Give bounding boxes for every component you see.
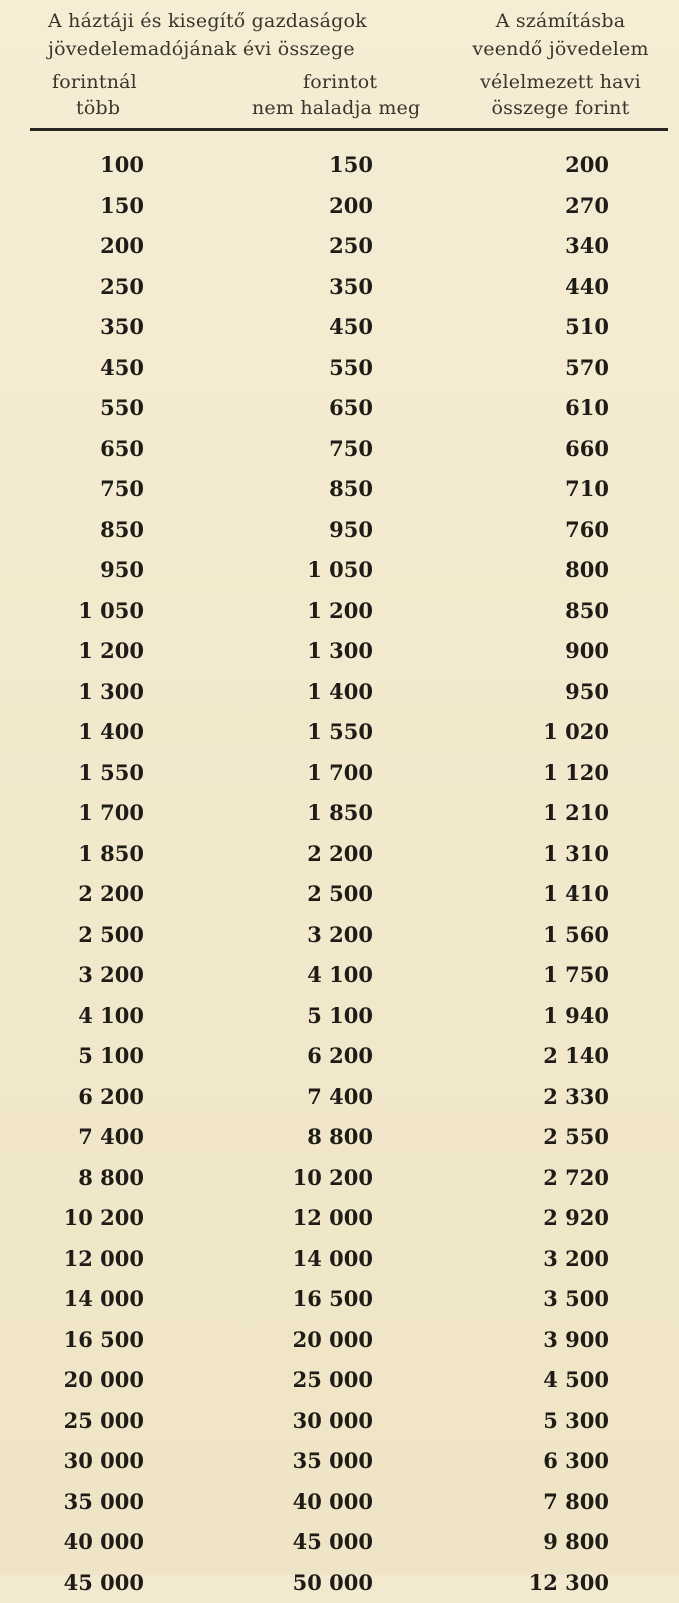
- cell-more-than: 550: [100, 388, 144, 429]
- cell-presumed-monthly-income: 200: [565, 145, 609, 186]
- header-col3-line-3: vélelmezett havi: [458, 70, 663, 94]
- cell-not-exceeding: 20 000: [293, 1320, 373, 1361]
- cell-more-than: 200: [100, 226, 144, 267]
- table-row: [0, 1401, 679, 1442]
- cell-presumed-monthly-income: 900: [565, 631, 609, 672]
- cell-more-than: 35 000: [64, 1482, 144, 1523]
- table-row: [0, 186, 679, 227]
- cell-presumed-monthly-income: 710: [565, 469, 609, 510]
- cell-more-than: 100: [100, 145, 144, 186]
- table-row: [0, 874, 679, 915]
- cell-not-exceeding: 2 200: [307, 834, 373, 875]
- cell-presumed-monthly-income: 3 500: [543, 1279, 609, 1320]
- cell-more-than: 12 000: [64, 1239, 144, 1280]
- cell-more-than: 16 500: [64, 1320, 144, 1361]
- cell-not-exceeding: 14 000: [293, 1239, 373, 1280]
- cell-not-exceeding: 6 200: [307, 1036, 373, 1077]
- cell-presumed-monthly-income: 2 550: [543, 1117, 609, 1158]
- cell-more-than: 20 000: [64, 1360, 144, 1401]
- cell-not-exceeding: 40 000: [293, 1482, 373, 1523]
- table-row: [0, 631, 679, 672]
- table-row: [0, 1117, 679, 1158]
- table-row: [0, 996, 679, 1037]
- cell-more-than: 7 400: [78, 1117, 144, 1158]
- cell-more-than: 25 000: [64, 1401, 144, 1442]
- cell-presumed-monthly-income: 1 020: [543, 712, 609, 753]
- cell-presumed-monthly-income: 440: [565, 267, 609, 308]
- cell-more-than: 5 100: [78, 1036, 144, 1077]
- cell-presumed-monthly-income: 5 300: [543, 1401, 609, 1442]
- cell-not-exceeding: 200: [329, 186, 373, 227]
- cell-more-than: 1 700: [78, 793, 144, 834]
- cell-more-than: 2 500: [78, 915, 144, 956]
- cell-presumed-monthly-income: 6 300: [543, 1441, 609, 1482]
- cell-not-exceeding: 30 000: [293, 1401, 373, 1442]
- table-row: [0, 550, 679, 591]
- cell-presumed-monthly-income: 760: [565, 510, 609, 551]
- cell-presumed-monthly-income: 340: [565, 226, 609, 267]
- table-row: [0, 1320, 679, 1361]
- cell-more-than: 950: [100, 550, 144, 591]
- cell-presumed-monthly-income: 2 920: [543, 1198, 609, 1239]
- cell-not-exceeding: 850: [329, 469, 373, 510]
- cell-presumed-monthly-income: 2 720: [543, 1158, 609, 1199]
- table-row: [0, 145, 679, 186]
- cell-more-than: 6 200: [78, 1077, 144, 1118]
- cell-not-exceeding: 45 000: [293, 1522, 373, 1563]
- cell-presumed-monthly-income: 1 750: [543, 955, 609, 996]
- table-row: [0, 1077, 679, 1118]
- table-row: [0, 388, 679, 429]
- header-col3-line-2: veendő jövedelem: [458, 37, 663, 61]
- cell-not-exceeding: 50 000: [293, 1563, 373, 1603]
- table-row: [0, 1360, 679, 1401]
- cell-presumed-monthly-income: 2 140: [543, 1036, 609, 1077]
- table-row: [0, 1482, 679, 1523]
- cell-more-than: 250: [100, 267, 144, 308]
- table-row: [0, 1563, 679, 1603]
- cell-presumed-monthly-income: 4 500: [543, 1360, 609, 1401]
- header-col2-line-1: forintot: [303, 70, 377, 94]
- cell-more-than: 750: [100, 469, 144, 510]
- cell-more-than: 10 200: [64, 1198, 144, 1239]
- cell-more-than: 3 200: [78, 955, 144, 996]
- cell-more-than: 150: [100, 186, 144, 227]
- cell-not-exceeding: 5 100: [307, 996, 373, 1037]
- cell-more-than: 40 000: [64, 1522, 144, 1563]
- cell-presumed-monthly-income: 9 800: [543, 1522, 609, 1563]
- header-col3-line-1: A számításba: [458, 9, 663, 33]
- cell-not-exceeding: 25 000: [293, 1360, 373, 1401]
- cell-not-exceeding: 1 700: [307, 753, 373, 794]
- cell-presumed-monthly-income: 610: [565, 388, 609, 429]
- table-row: [0, 672, 679, 713]
- cell-more-than: 850: [100, 510, 144, 551]
- cell-more-than: 45 000: [64, 1563, 144, 1603]
- cell-presumed-monthly-income: 660: [565, 429, 609, 470]
- cell-more-than: 1 400: [78, 712, 144, 753]
- cell-not-exceeding: 2 500: [307, 874, 373, 915]
- table-row: [0, 1522, 679, 1563]
- cell-not-exceeding: 750: [329, 429, 373, 470]
- cell-presumed-monthly-income: 850: [565, 591, 609, 632]
- cell-presumed-monthly-income: 1 560: [543, 915, 609, 956]
- cell-presumed-monthly-income: 7 800: [543, 1482, 609, 1523]
- cell-more-than: 1 200: [78, 631, 144, 672]
- table-body: [0, 145, 679, 1565]
- cell-presumed-monthly-income: 1 940: [543, 996, 609, 1037]
- table-row: [0, 510, 679, 551]
- header-span-line-2: jövedelemadójának évi összege: [48, 37, 355, 61]
- cell-more-than: 30 000: [64, 1441, 144, 1482]
- table-row: [0, 1279, 679, 1320]
- cell-not-exceeding: 950: [329, 510, 373, 551]
- cell-not-exceeding: 1 550: [307, 712, 373, 753]
- cell-more-than: 8 800: [78, 1158, 144, 1199]
- cell-more-than: 1 050: [78, 591, 144, 632]
- header-col3-line-4: összege forint: [458, 96, 663, 120]
- cell-more-than: 1 850: [78, 834, 144, 875]
- cell-not-exceeding: 3 200: [307, 915, 373, 956]
- cell-not-exceeding: 1 200: [307, 591, 373, 632]
- table-row: [0, 226, 679, 267]
- cell-not-exceeding: 10 200: [293, 1158, 373, 1199]
- cell-presumed-monthly-income: 1 120: [543, 753, 609, 794]
- header-span-line-1: A háztáji és kisegítő gazdaságok: [48, 9, 367, 33]
- cell-presumed-monthly-income: 1 410: [543, 874, 609, 915]
- cell-presumed-monthly-income: 570: [565, 348, 609, 389]
- table-row: [0, 591, 679, 632]
- cell-more-than: 650: [100, 429, 144, 470]
- table-row: [0, 469, 679, 510]
- cell-presumed-monthly-income: 3 200: [543, 1239, 609, 1280]
- cell-not-exceeding: 1 400: [307, 672, 373, 713]
- cell-presumed-monthly-income: 950: [565, 672, 609, 713]
- cell-not-exceeding: 7 400: [307, 1077, 373, 1118]
- cell-not-exceeding: 12 000: [293, 1198, 373, 1239]
- cell-presumed-monthly-income: 1 210: [543, 793, 609, 834]
- table-row: [0, 348, 679, 389]
- cell-not-exceeding: 150: [329, 145, 373, 186]
- cell-more-than: 14 000: [64, 1279, 144, 1320]
- cell-more-than: 4 100: [78, 996, 144, 1037]
- table-row: [0, 1036, 679, 1077]
- cell-not-exceeding: 650: [329, 388, 373, 429]
- table-row: [0, 307, 679, 348]
- header-rule: [30, 128, 668, 131]
- table-row: [0, 267, 679, 308]
- table-row: [0, 429, 679, 470]
- cell-not-exceeding: 450: [329, 307, 373, 348]
- cell-presumed-monthly-income: 3 900: [543, 1320, 609, 1361]
- cell-not-exceeding: 250: [329, 226, 373, 267]
- table-row: [0, 1239, 679, 1280]
- table-row: [0, 834, 679, 875]
- cell-not-exceeding: 8 800: [307, 1117, 373, 1158]
- table-row: [0, 915, 679, 956]
- cell-presumed-monthly-income: 2 330: [543, 1077, 609, 1118]
- cell-not-exceeding: 16 500: [293, 1279, 373, 1320]
- table-row: [0, 793, 679, 834]
- table-row: [0, 1441, 679, 1482]
- cell-not-exceeding: 350: [329, 267, 373, 308]
- cell-more-than: 2 200: [78, 874, 144, 915]
- table-row: [0, 1198, 679, 1239]
- header-col2-line-2: nem haladja meg: [252, 96, 420, 120]
- cell-not-exceeding: 4 100: [307, 955, 373, 996]
- cell-not-exceeding: 1 050: [307, 550, 373, 591]
- table-row: [0, 712, 679, 753]
- cell-not-exceeding: 550: [329, 348, 373, 389]
- cell-more-than: 1 550: [78, 753, 144, 794]
- cell-presumed-monthly-income: 1 310: [543, 834, 609, 875]
- cell-presumed-monthly-income: 800: [565, 550, 609, 591]
- table-row: [0, 753, 679, 794]
- cell-presumed-monthly-income: 510: [565, 307, 609, 348]
- cell-presumed-monthly-income: 12 300: [529, 1563, 609, 1603]
- table-row: [0, 1158, 679, 1199]
- cell-more-than: 1 300: [78, 672, 144, 713]
- cell-not-exceeding: 35 000: [293, 1441, 373, 1482]
- cell-not-exceeding: 1 850: [307, 793, 373, 834]
- cell-more-than: 350: [100, 307, 144, 348]
- cell-presumed-monthly-income: 270: [565, 186, 609, 227]
- table-header: [0, 0, 679, 128]
- cell-more-than: 450: [100, 348, 144, 389]
- header-col1-line-1: forintnál: [52, 70, 137, 94]
- cell-not-exceeding: 1 300: [307, 631, 373, 672]
- header-col1-line-2: több: [76, 96, 120, 120]
- table-row: [0, 955, 679, 996]
